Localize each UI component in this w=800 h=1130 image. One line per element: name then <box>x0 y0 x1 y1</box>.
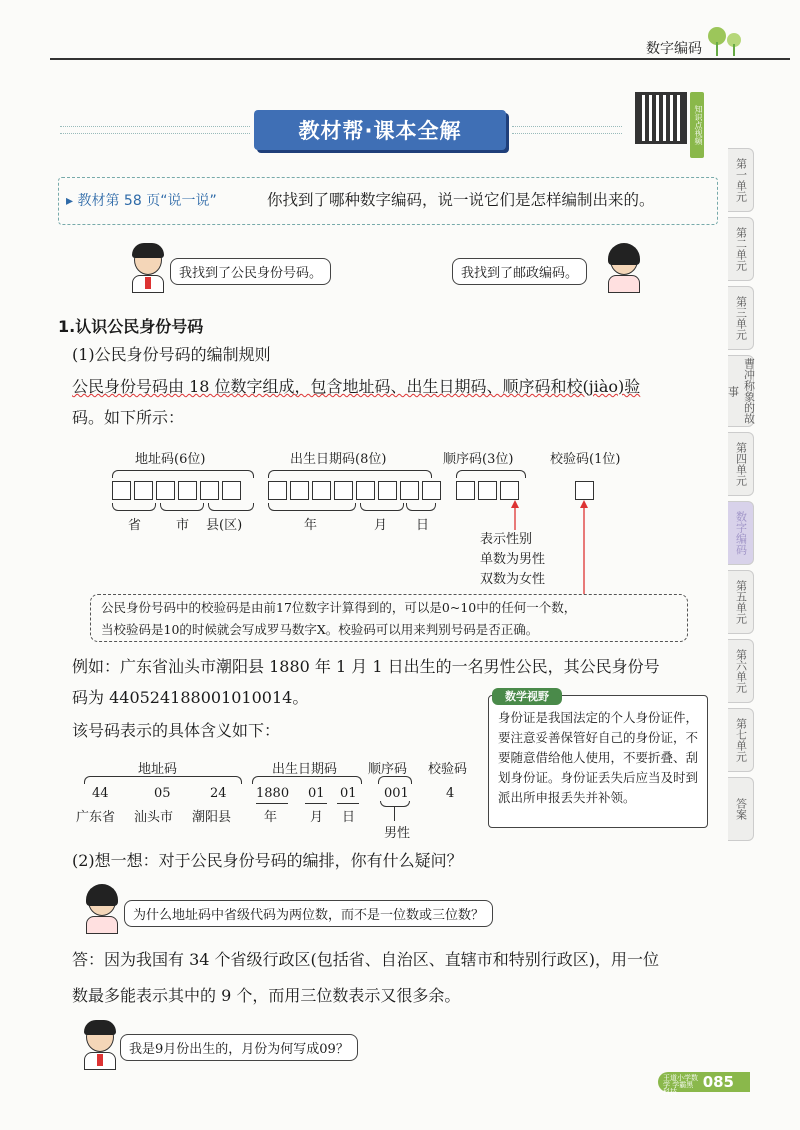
unit-tab[interactable]: 答案 <box>728 777 754 841</box>
section-heading: 1.认识公民身份号码 <box>58 317 204 336</box>
label-birth-code: 出生日期码(8位) <box>290 452 387 467</box>
label-day: 日 <box>416 518 430 533</box>
ex-shantou: 汕头市 <box>134 810 174 825</box>
qr-code-icon[interactable] <box>635 92 687 144</box>
qr-label: 知识点视频 <box>690 92 704 158</box>
pointer-line <box>394 807 395 821</box>
brace <box>378 776 412 784</box>
ex-num-05: 05 <box>154 786 171 801</box>
label-year: 年 <box>304 518 318 533</box>
girl-avatar <box>604 245 644 293</box>
underline <box>256 803 288 804</box>
brace <box>268 470 432 478</box>
girl-avatar <box>82 886 122 934</box>
unit-tab[interactable]: 数字编码 <box>728 501 754 565</box>
brace <box>360 503 404 511</box>
brace <box>112 470 254 478</box>
unit-tab[interactable]: 第六单元 <box>728 639 754 703</box>
tree-icon <box>704 24 744 56</box>
header-rule <box>50 58 790 60</box>
ex-label-address: 地址码 <box>138 762 178 777</box>
ex-label-seq: 顺序码 <box>368 762 408 777</box>
chapter-title: 数字编码 <box>646 41 702 57</box>
label-city: 市 <box>176 518 190 533</box>
brace <box>160 503 204 511</box>
ex-num-4: 4 <box>446 786 455 801</box>
ex-day: 日 <box>342 810 356 825</box>
ex-num-001: 001 <box>384 786 409 801</box>
brace <box>380 801 410 807</box>
page-tag: 王道小学数学 学霸黑科技 <box>663 1074 698 1096</box>
underline <box>305 803 327 804</box>
ex-month: 月 <box>310 810 324 825</box>
speech-bubble-question: 我是9月份出生的，月份为何写成09？ <box>120 1034 358 1061</box>
label-county: 县(区) <box>206 518 243 533</box>
speech-bubble-boy: 我找到了公民身份号码。 <box>170 258 331 285</box>
label-address-code: 地址码(6位) <box>135 452 206 467</box>
math-vision-tag: 数学视野 <box>492 688 562 705</box>
ex-label-birth: 出生日期码 <box>272 762 338 777</box>
example-line: 例如：广东省汕头市潮阳县 1880 年 1 月 1 日出生的一名男性公民，其公民身份号 <box>72 657 660 676</box>
example-line: 码为 440524188001010014。 <box>72 688 309 707</box>
section-banner: 教材帮·课本全解 <box>254 110 506 150</box>
ex-num-01: 01 <box>308 786 325 801</box>
brace <box>84 776 242 784</box>
boy-avatar <box>80 1022 120 1070</box>
ex-guangdong: 广东省 <box>76 810 116 825</box>
paragraph-line: 码。如下所示： <box>72 408 185 427</box>
label-province: 省 <box>128 518 142 533</box>
gender-odd: 单数为男性 <box>480 552 546 567</box>
answer-line: 数最多能表示其中的 9 个，而用三位数表示又很多余。 <box>72 986 461 1005</box>
subsection-heading: (1)公民身份号码的编制规则 <box>72 345 271 364</box>
answer-line: 答：因为我国有 34 个省级行政区(包括省、自治区、直辖市和特别行政区)，用一位 <box>72 950 660 969</box>
ex-num-24: 24 <box>210 786 227 801</box>
ex-chaoyang: 潮阳县 <box>192 810 232 825</box>
unit-tabs <box>728 148 754 846</box>
unit-tab[interactable]: 曹冲称象的故事 <box>728 355 754 427</box>
unit-tab[interactable]: 第七单元 <box>728 708 754 772</box>
ex-label-check: 校验码 <box>428 762 468 777</box>
unit-tab[interactable]: 第二单元 <box>728 217 754 281</box>
check-code-note: 公民身份号码中的校验码是由前17位数字计算得到的，可以是0~10中的任何一个数， 当校验码是10的时候就会写成罗马数字X。校验码可以用来判别号码是否正确。 <box>90 594 688 642</box>
gender-even: 双数为女性 <box>480 572 546 587</box>
birth-boxes <box>268 481 444 504</box>
unit-tab[interactable]: 第三单元 <box>728 286 754 350</box>
math-vision-text: 身份证是我国法定的个人身份证件，要注意妥善保管好自己的身份证，不要随意借给他人使用，不要折叠、刮划身份证。身份证丢失后应当及时到派出所申报丢失并补领。 <box>498 710 699 805</box>
ex-year: 年 <box>264 810 278 825</box>
brace <box>112 503 156 511</box>
paragraph-line: 公民身份号码由 18 位数字组成，包含地址码、出生日期码、顺序码和校(jiào)验 <box>72 377 641 396</box>
brace <box>406 503 436 511</box>
subsection-heading: (2)想一想：对于公民身份号码的编排，你有什么疑问？ <box>72 851 463 870</box>
brace <box>268 503 356 511</box>
page-number: 085 <box>658 1072 750 1092</box>
example-line: 该号码表示的具体含义如下： <box>72 721 281 740</box>
unit-tab[interactable]: 第一单元 <box>728 148 754 212</box>
unit-tab[interactable]: 第四单元 <box>728 432 754 496</box>
ex-num-01: 01 <box>340 786 357 801</box>
textbook-question: 你找到了哪种数字编码，说一说它们是怎样编制出来的。 <box>267 191 655 209</box>
boy-avatar <box>128 245 168 293</box>
ex-num-1880: 1880 <box>256 786 290 801</box>
textbook-ref: ▸ 教材第 58 页“说一说” <box>66 193 217 209</box>
brace <box>252 776 362 784</box>
speech-bubble-question: 为什么地址码中省级代码为两位数，而不是一位数或三位数？ <box>124 900 493 927</box>
unit-tab[interactable]: 第五单元 <box>728 570 754 634</box>
gender-note: 表示性别 <box>480 532 533 547</box>
underline <box>337 803 359 804</box>
address-boxes <box>112 481 244 504</box>
banner-decoration <box>512 126 622 134</box>
brace <box>208 503 254 511</box>
brace <box>456 470 526 478</box>
label-sequence-code: 顺序码(3位) <box>443 452 514 467</box>
label-check-code: 校验码(1位) <box>550 452 621 467</box>
ex-num-44: 44 <box>92 786 109 801</box>
speech-bubble-girl: 我找到了邮政编码。 <box>452 258 587 285</box>
label-month: 月 <box>374 518 388 533</box>
banner-decoration <box>60 126 250 134</box>
ex-male: 男性 <box>384 826 411 841</box>
